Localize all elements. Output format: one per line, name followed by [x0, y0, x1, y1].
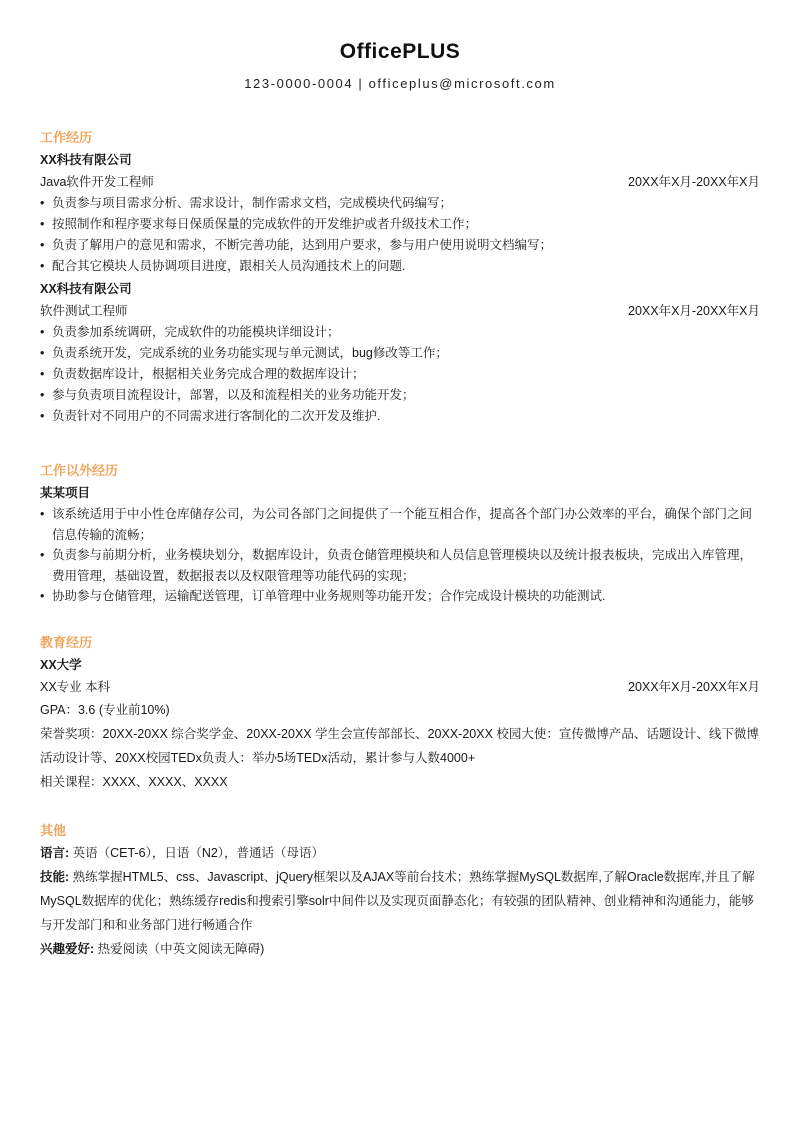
project-item: • 该系统适用于中小性仓库储存公司，为公司各部门之间提供了一个能互相合作，提高各个部门办公效率的平台，确保个部门之间信息传输的流畅；: [40, 504, 760, 545]
resume-body: [40, 128, 760, 961]
candidate-name: OfficePLUS: [339, 40, 461, 63]
job-duties: [40, 322, 760, 427]
duty-item: • 负责系统开发，完成系统的业务功能实现与单元测试，bug修改等工作；: [40, 343, 760, 364]
gpa-text: GPA：3.6 (专业前10%): [40, 702, 170, 717]
job-period: 20XX年X月-20XX年X月: [628, 304, 760, 318]
project-item: • 协助参与仓储管理，运输配送管理，订单管理中业务规则等功能开发；合作完成设计模块的功能测试.: [40, 586, 760, 607]
section-title-education: 教育经历: [40, 634, 93, 650]
education-section: [40, 633, 760, 794]
hobby-text: 热爱阅读（中英文阅读无障碍): [94, 941, 265, 956]
other-section: [40, 821, 760, 961]
skills-text: 熟练掌握HTML5、css、Javascript、jQuery框架以及AJAX等前台技术；熟练掌握MySQL数据库,了解Oracle数据库,并且了解MySQL数据库的优化；熟练缓存redis和搜索引擎solr中间件以及实现页面静态化；有较强的团队精神、创业精神和沟通能力，能够与开发部门和和业务部门进行畅通合作: [40, 869, 755, 932]
other-experience-section: [40, 461, 760, 607]
hobby-line: [40, 937, 760, 961]
duty-item: • 负责针对不同用户的不同需求进行客制化的二次开发及维护.: [40, 406, 760, 427]
duty-item: • 负责参与项目需求分析、需求设计，制作需求文档，完成模块代码编写；: [40, 193, 760, 214]
resume-header: [0, 38, 800, 93]
company-name: XX科技有限公司: [40, 153, 132, 167]
language-label: 语言:: [40, 845, 70, 860]
duty-item: • 按照制作和程序要求每日保质保量的完成软件的开发维护或者升级技术工作；: [40, 214, 760, 235]
language-line: [40, 841, 760, 865]
company-name: XX科技有限公司: [40, 282, 132, 296]
major-degree: XX专业 本科: [40, 679, 111, 694]
duty-item: • 配合其它模块人员协调项目进度，跟相关人员沟通技术上的问题.: [40, 256, 760, 277]
hobby-label: 兴趣爱好:: [40, 941, 95, 956]
skills-label: 技能:: [40, 869, 70, 884]
duty-item: • 参与负责项目流程设计，部署，以及和流程相关的业务功能开发；: [40, 385, 760, 406]
job-duties: [40, 193, 760, 277]
project-item: • 负责参与前期分析，业务模块划分，数据库设计，负责仓储管理模块和人员信息管理模块以及统计报表板块，完成出入库管理，费用管理，基础设置，数据报表以及权限管理等功能代码的实现；: [40, 545, 760, 586]
duty-item: • 负责了解用户的意见和需求，不断完善功能，达到用户要求，参与用户使用说明文档编写；: [40, 235, 760, 256]
section-title-work: 工作经历: [40, 130, 93, 145]
duty-item: • 负责数据库设计，根据相关业务完成合理的数据库设计；: [40, 364, 760, 385]
language-text: 英语（CET-6），日语（N2），普通话（母语）: [69, 845, 325, 860]
project-duties: [40, 504, 760, 607]
job-position: 软件测试工程师: [40, 304, 128, 318]
project-name: 某某项目: [40, 486, 91, 500]
job-period: 20XX年X月-20XX年X月: [628, 175, 760, 189]
job-row: [40, 172, 760, 193]
education-row: [40, 677, 760, 698]
duty-item: • 负责参加系统调研，完成软件的功能模块详细设计；: [40, 322, 760, 343]
school-name: XX大学: [40, 657, 82, 672]
section-title-other: 其他: [40, 822, 67, 838]
job-position: Java软件开发工程师: [40, 175, 154, 189]
courses-text: 相关课程：XXXX、XXXX、XXXX: [40, 774, 228, 789]
contact-info: 123-0000-0004 | officeplus@microsoft.com: [244, 76, 556, 91]
job-row: [40, 301, 760, 322]
work-section: [40, 128, 760, 427]
education-period: 20XX年X月-20XX年X月: [628, 679, 760, 694]
honors-text: 荣誉奖项：20XX-20XX 综合奖学金、20XX-20XX 学生会宣传部部长、20XX-20XX 校园大使：宣传微博产品、话题设计、线下微博活动设计等、20XX校园TEDx负责人：举办5场TEDx活动，累计参与人数4000+: [40, 726, 759, 765]
skills-line: [40, 865, 760, 937]
section-title-other-experience: 工作以外经历: [40, 463, 119, 478]
